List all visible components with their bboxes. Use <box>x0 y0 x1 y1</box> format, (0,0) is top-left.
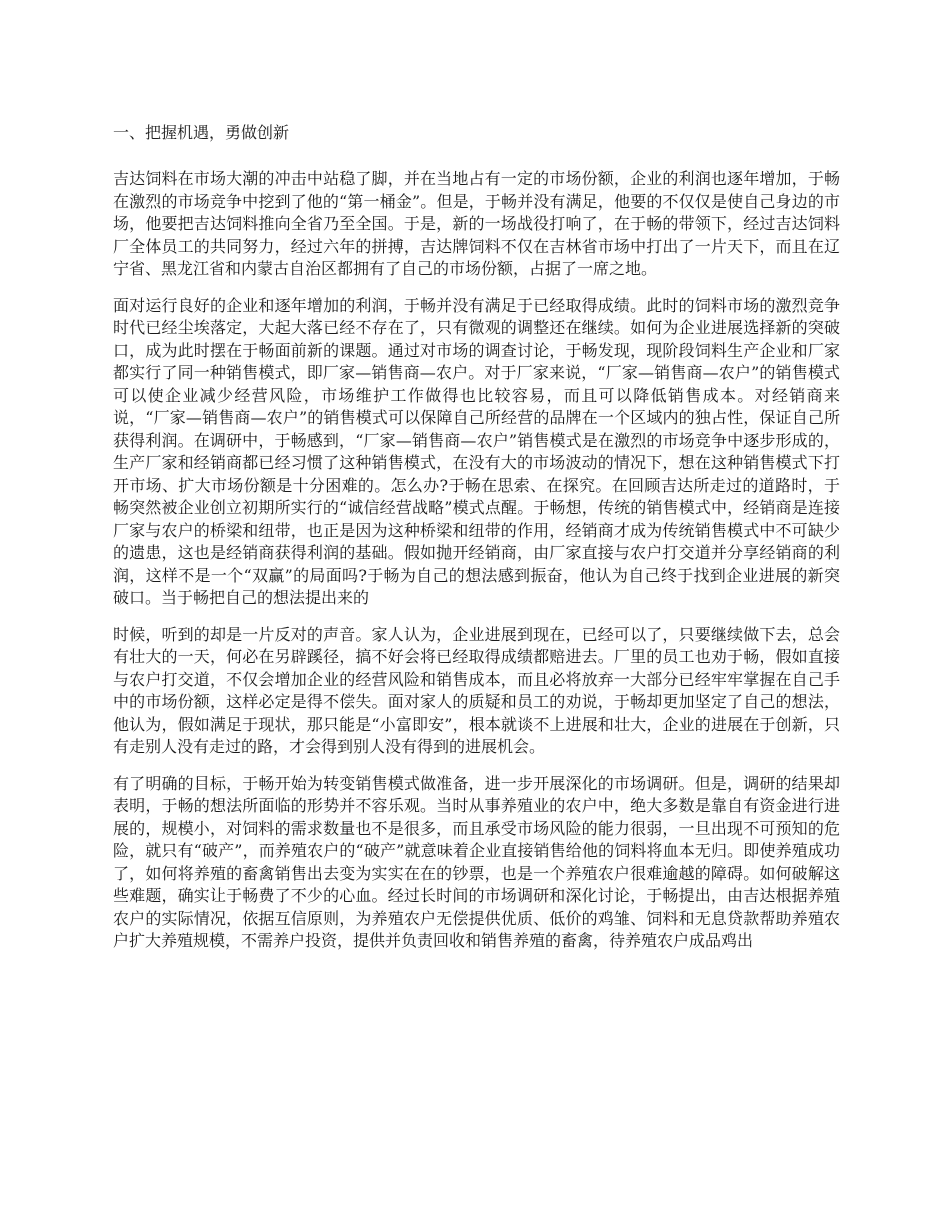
paragraph-1: 吉达饲料在市场大潮的冲击中站稳了脚，并在当地占有一定的市场份额，企业的利润也逐年增加，于畅在激烈的市场竞争中挖到了他的“第一桶金”。但是，于畅并没有满足，他要的不仅仅是使自己身边的市场，他要把吉达饲料推向全省乃至全国。于是，新的一场战役打响了，在于畅的带领下，经过吉达饲料厂全体员工的共同努力，经过六年的拼搏，吉达牌饲料不仅在吉林省市场中打出了一片天下，而且在辽宁省、黑龙江省和内蒙古自治区都拥有了自己的市场份额，占据了一席之地。 <box>113 169 840 278</box>
paragraph-2: 面对运行良好的企业和逐年增加的利润，于畅并没有满足于已经取得成绩。此时的饲料市场的激烈竞争时代已经尘埃落定，大起大落已经不存在了，只有微观的调整还在继续。如何为企业进展选择新的突破口，成为此时摆在于畅面前新的课题。通过对市场的调查讨论，于畅发现，现阶段饲料生产企业和厂家都实行了同一种销售模式，即厂家—销售商—农户。对于厂家来说，“厂家—销售商—农户”的销售模式可以使企业减少经营风险，市场维护工作做得也比较容易，而且可以降低销售成本。对经销商来说，“厂家—销售商—农户”的销售模式可以保障自己所经营的品牌在一个区域内的独占性，保证自己所获得利润。在调研中，于畅感到，“厂家—销售商—农户”销售模式是在激烈的市场竞争中逐步形成的，生产厂家和经销商都已经习惯了这种销售模式，在没有大的市场波动的情况下，想在这种销售模式下打开市场、扩大市场份额是十分困难的。怎么办?于畅在思索、在探究。在回顾吉达所走过的道路时，于畅突然被企业创立初期所实行的“诚信经营战略”模式点醒。于畅想，传统的销售模式中，经销商是连接厂家与农户的桥梁和纽带，也正是因为这种桥梁和纽带的作用，经销商才成为传统销售模式中不可缺少的遗患，这也是经销商获得利润的基础。假如抛开经销商，由厂家直接与农户打交道并分享经销商的利润，这样不是一个“双赢”的局面吗?于畅为自己的想法感到振奋，他认为自己终于找到企业进展的新突破口。当于畅把自己的想法提出来的 <box>113 295 840 607</box>
section-heading: 一、把握机遇，勇做创新 <box>113 123 290 142</box>
paragraph-3: 时候，听到的却是一片反对的声音。家人认为，企业进展到现在，已经可以了，只要继续做下去，总会有壮大的一天，何必在另辟蹊径，搞不好会将已经取得成绩都赔进去。厂里的员工也劝于畅，假如直接与农户打交道，不仅会增加企业的经营风险和销售成本，而且必将放弃一大部分已经牢牢掌握在自己手中的市场份额，这样必定是得不偿失。面对家人的质疑和员工的劝说，于畅却更加坚定了自己的想法，他认为，假如满足于现状，那只能是“小富即安”，根本就谈不上进展和壮大，企业的进展在于创新，只有走别人没有走过的路，才会得到别人没有得到的进展机会。 <box>113 624 840 756</box>
paragraph-4: 有了明确的目标，于畅开始为转变销售模式做准备，进一步开展深化的市场调研。但是，调研的结果却表明，于畅的想法所面临的形势并不容乐观。当时从事养殖业的农户中，绝大多数是靠自有资金进行进展的，规模小，对饲料的需求数量也不是很多，而且承受市场风险的能力很弱，一旦出现不可预知的危险，就只有“破产”，而养殖农户的“破产”就意味着企业直接销售给他的饲料将血本无归。即使养殖成功了，如何将养殖的畜禽销售出去变为实实在在的钞票，也是一个养殖农户很难逾越的障碍。如何破解这些难题，确实让于畅费了不少的心血。经过长时间的市场调研和深化讨论，于畅提出，由吉达根据养殖农户的实际情况，依据互信原则，为养殖农户无偿提供优质、低价的鸡雏、饲料和无息贷款帮助养殖农户扩大养殖规模，不需养户投资，提供并负责回收和销售养殖的畜禽，待养殖农户成品鸡出 <box>113 773 840 950</box>
document-page <box>113 120 840 967</box>
